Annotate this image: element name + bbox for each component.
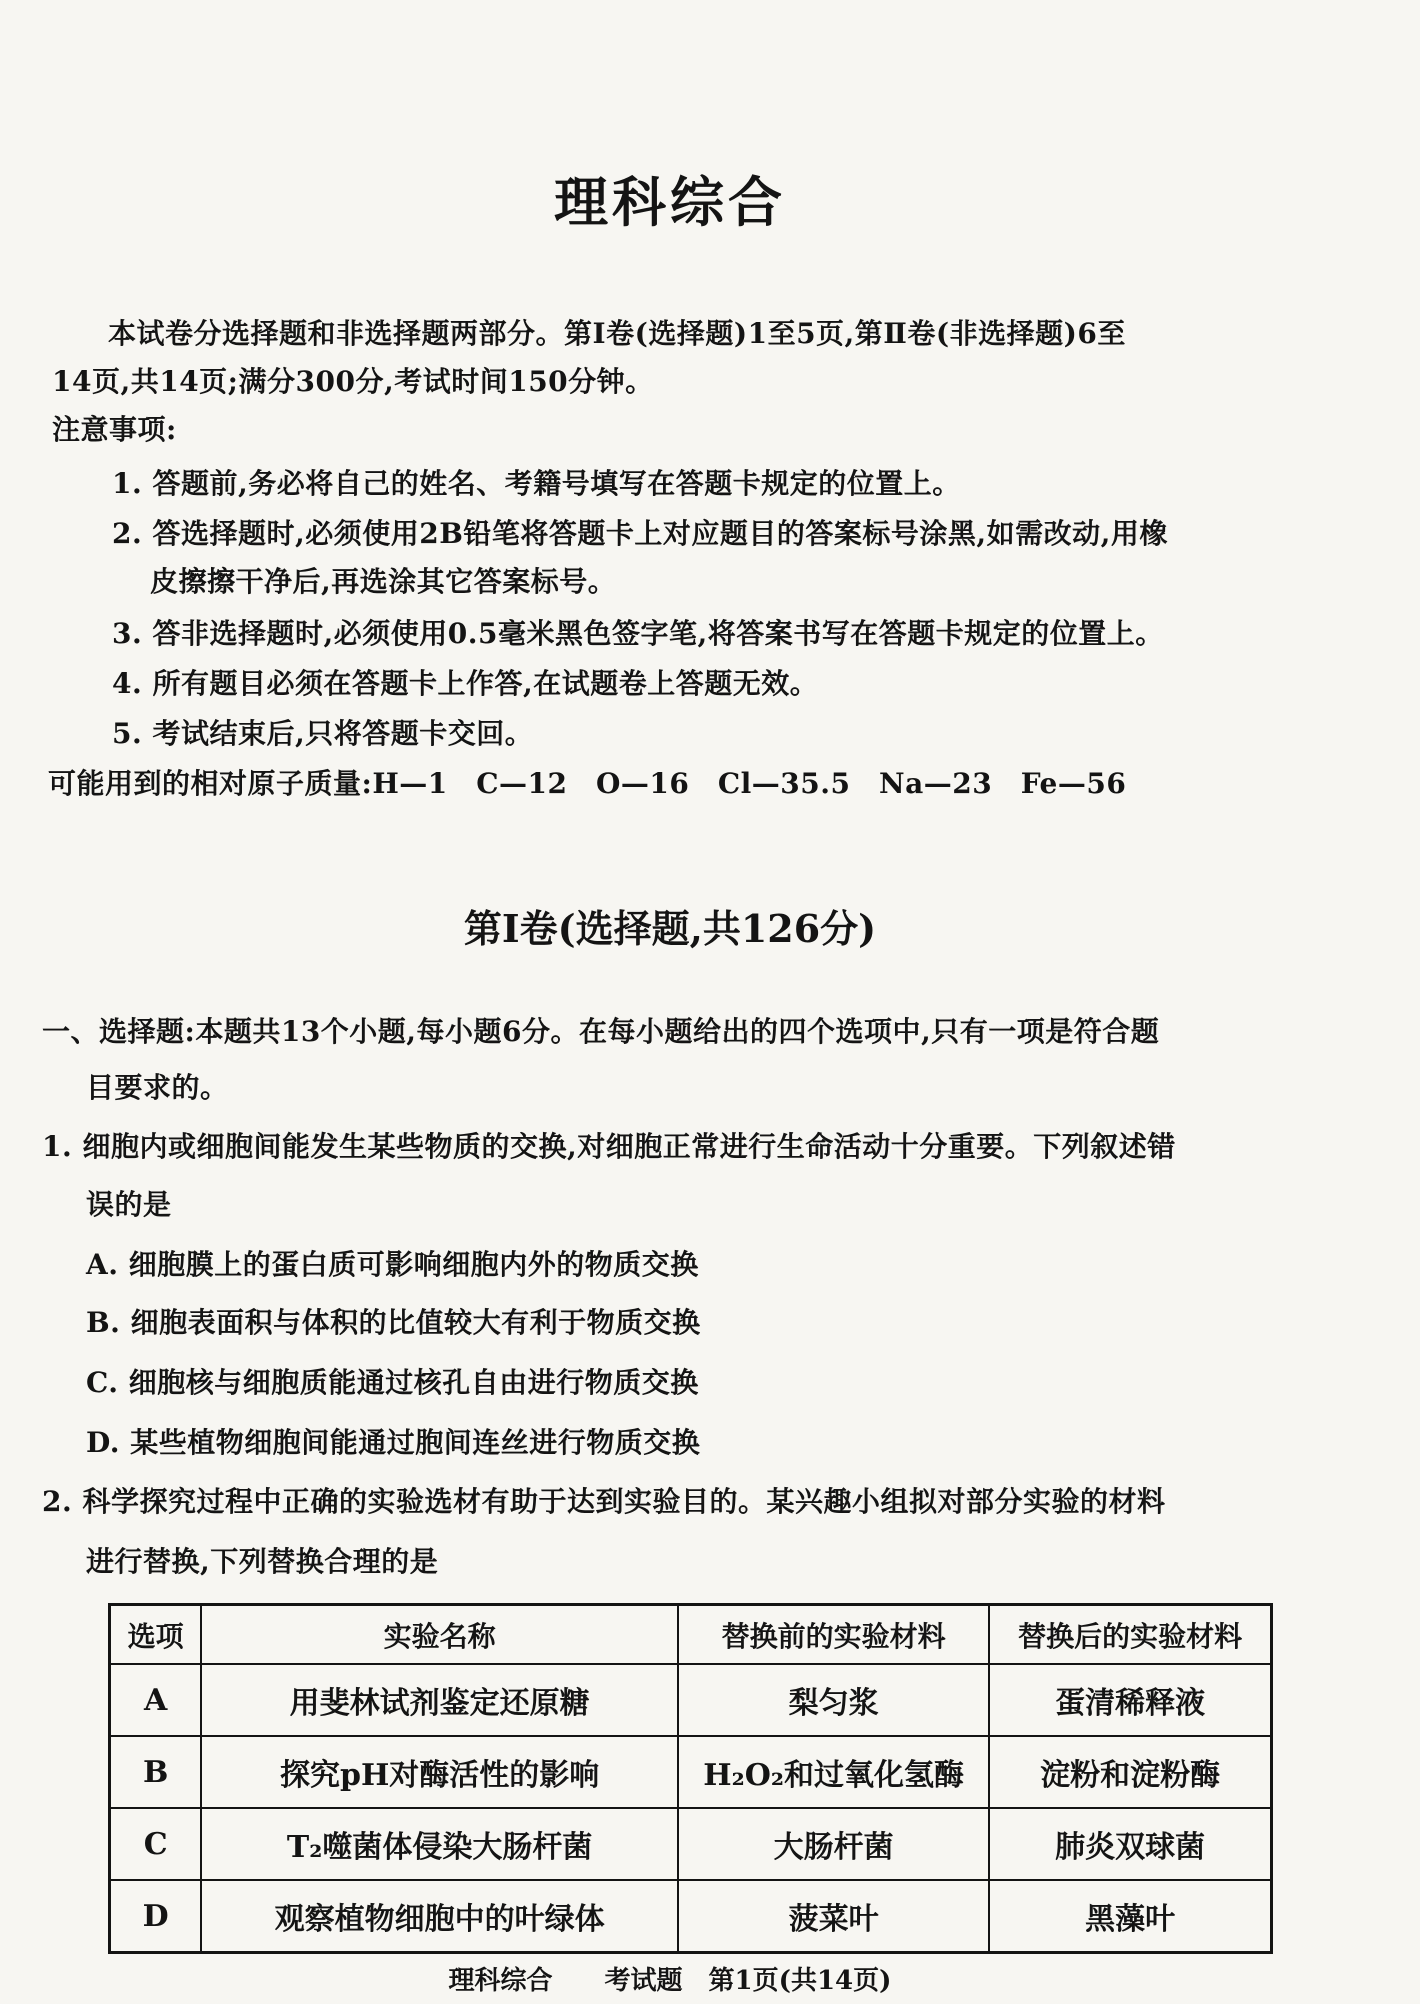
page-title: 理科综合 <box>554 170 786 234</box>
intro-line-1: 本试卷分选择题和非选择题两部分。第Ⅰ卷(选择题)1至5页,第Ⅱ卷(非选择题)6至 <box>108 317 1126 350</box>
row-experiment-name: T₂噬菌体侵染大肠杆菌 <box>201 1808 678 1880</box>
page-footer: 理科综合 考试题 第1页(共14页) <box>448 1966 892 1996</box>
question-2-stem-line-2: 进行替换,下列替换合理的是 <box>86 1545 439 1578</box>
notice-item-2: 2. 答选择题时,必须使用2B铅笔将答题卡上对应题目的答案标号涂黑,如需改动,用橡 <box>112 517 1168 550</box>
section-intro-line-2: 目要求的。 <box>86 1071 229 1104</box>
table-row <box>110 1664 1272 1736</box>
question-1-stem-line-2: 误的是 <box>86 1188 172 1221</box>
section-title: 第Ⅰ卷(选择题,共126分) <box>463 906 877 951</box>
table-row <box>110 1808 1272 1880</box>
header-material-before: 替换前的实验材料 <box>678 1605 989 1665</box>
table-header-row <box>110 1605 1272 1665</box>
header-material-after: 替换后的实验材料 <box>989 1605 1271 1665</box>
notice-item-1: 1. 答题前,务必将自己的姓名、考籍号填写在答题卡规定的位置上。 <box>112 467 961 500</box>
row-material-after: 黑藻叶 <box>989 1880 1271 1953</box>
table-row <box>110 1736 1272 1808</box>
question-1-option-b: B. 细胞表面积与体积的比值较大有利于物质交换 <box>86 1306 701 1339</box>
header-option: 选项 <box>110 1605 202 1665</box>
question-1-option-c: C. 细胞核与细胞质能通过核孔自由进行物质交换 <box>86 1366 699 1399</box>
notice-item-2-cont: 皮擦擦干净后,再选涂其它答案标号。 <box>150 565 617 598</box>
atomic-mass-line: 可能用到的相对原子质量:H—1 C—12 O—16 Cl—35.5 Na—23 Fe—56 <box>48 767 1127 800</box>
row-material-after: 淀粉和淀粉酶 <box>989 1736 1271 1808</box>
row-material-after: 肺炎双球菌 <box>989 1808 1271 1880</box>
section-intro-line-1: 一、选择题:本题共13个小题,每小题6分。在每小题给出的四个选项中,只有一项是符合题 <box>42 1015 1160 1048</box>
row-material-after: 蛋清稀释液 <box>989 1664 1271 1736</box>
notice-item-4: 4. 所有题目必须在答题卡上作答,在试题卷上答题无效。 <box>112 667 819 700</box>
notice-item-3: 3. 答非选择题时,必须使用0.5毫米黑色签字笔,将答案书写在答题卡规定的位置上。 <box>112 617 1164 650</box>
row-material-before: 梨匀浆 <box>678 1664 989 1736</box>
question-1-option-a: A. 细胞膜上的蛋白质可影响细胞内外的物质交换 <box>86 1248 699 1281</box>
row-option: C <box>110 1808 202 1880</box>
row-option: A <box>110 1664 202 1736</box>
question-1-stem-line-1: 1. 细胞内或细胞间能发生某些物质的交换,对细胞正常进行生命活动十分重要。下列叙述错 <box>42 1130 1176 1163</box>
notice-heading: 注意事项: <box>52 413 177 446</box>
row-experiment-name: 探究pH对酶活性的影响 <box>201 1736 678 1808</box>
intro-line-2: 14页,共14页;满分300分,考试时间150分钟。 <box>52 365 654 398</box>
row-option: B <box>110 1736 202 1808</box>
table-row <box>110 1880 1272 1953</box>
row-experiment-name: 用斐林试剂鉴定还原糖 <box>201 1664 678 1736</box>
row-material-before: H₂O₂和过氧化氢酶 <box>678 1736 989 1808</box>
header-experiment-name: 实验名称 <box>201 1605 678 1665</box>
question-1-option-d: D. 某些植物细胞间能通过胞间连丝进行物质交换 <box>86 1426 701 1459</box>
row-material-before: 大肠杆菌 <box>678 1808 989 1880</box>
question-2-stem-line-1: 2. 科学探究过程中正确的实验选材有助于达到实验目的。某兴趣小组拟对部分实验的材料 <box>42 1485 1166 1518</box>
row-experiment-name: 观察植物细胞中的叶绿体 <box>201 1880 678 1953</box>
experiment-table <box>108 1603 1273 1954</box>
row-option: D <box>110 1880 202 1953</box>
notice-item-5: 5. 考试结束后,只将答题卡交回。 <box>112 717 534 750</box>
row-material-before: 菠菜叶 <box>678 1880 989 1953</box>
